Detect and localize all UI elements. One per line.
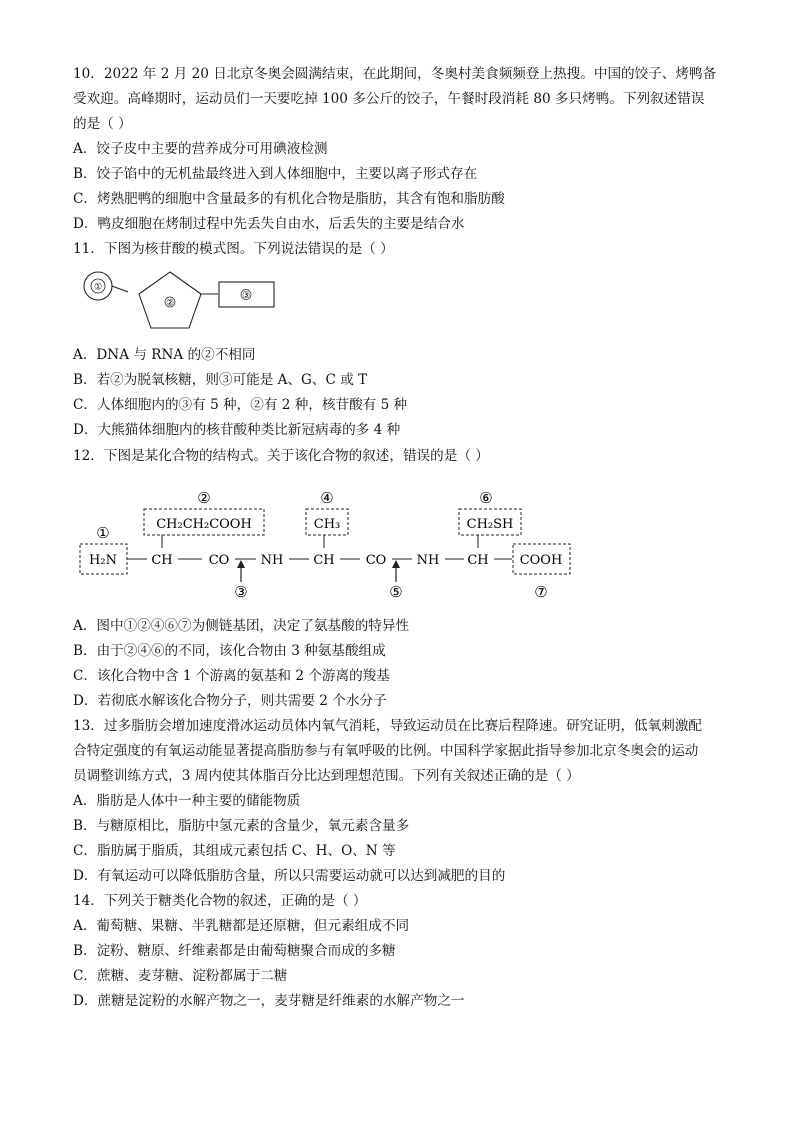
q10-option-a: A．饺子皮中主要的营养成分可用碘液检测 bbox=[73, 141, 328, 157]
label-4: ④ bbox=[320, 489, 334, 507]
q10-option-c: C．烤熟肥鸭的细胞中含量最多的有机化合物是脂肪，其含有饱和脂肪酸 bbox=[73, 191, 505, 207]
q14-option-d: D．蔗糖是淀粉的水解产物之一，麦芽糖是纤维素的水解产物之一 bbox=[73, 993, 465, 1009]
q11-option-b: B．若②为脱氧核糖，则③可能是 A、G、C 或 T bbox=[73, 372, 368, 388]
label-1: ① bbox=[93, 282, 103, 293]
q14-option-c: C．蔗糖、麦芽糖、淀粉都属于二糖 bbox=[73, 968, 288, 984]
label-3: ③ bbox=[241, 291, 251, 301]
arrow-3 bbox=[237, 560, 245, 568]
label-1: ① bbox=[96, 524, 110, 542]
q10-stem-line-3: 的是（ ） bbox=[73, 116, 132, 132]
r-group-3: CH₂SH bbox=[466, 517, 514, 532]
backbone-nh-1: NH bbox=[260, 553, 284, 568]
label-3: ③ bbox=[234, 583, 248, 601]
label-2: ② bbox=[197, 489, 211, 507]
q14-option-a: A．葡萄糖、果糖、半乳糖都是还原糖，但元素组成不同 bbox=[73, 918, 410, 934]
q14-option-b: B．淀粉、糖原、纤维素都是由葡萄糖聚合而成的多糖 bbox=[73, 943, 396, 959]
q12-option-b: B．由于②④⑥的不同，该化合物由 3 种氨基酸组成 bbox=[73, 643, 386, 659]
q11-option-a: A．DNA 与 RNA 的②不相同 bbox=[73, 347, 256, 363]
q11-option-c: C．人体细胞内的③有 5 种，②有 2 种，核苷酸有 5 种 bbox=[73, 397, 408, 413]
nucleotide-diagram bbox=[80, 265, 280, 331]
r-group-1: CH₂CH₂COOH bbox=[156, 517, 252, 532]
q10-option-d: D．鸭皮细胞在烤制过程中先丢失自由水，后丢失的主要是结合水 bbox=[73, 216, 465, 232]
q12-option-d: D．若彻底水解该化合物分子，则共需要 2 个水分子 bbox=[73, 693, 387, 709]
q11-option-d: D．大熊猫体细胞内的核苷酸种类比新冠病毒的多 4 种 bbox=[73, 422, 401, 438]
backbone-co-1: CO bbox=[208, 553, 230, 568]
r-group-2: CH₃ bbox=[313, 517, 341, 532]
q13-stem-line-3: 员调整训练方式，3 周内使其体脂百分比达到理想范围。下列有关叙述正确的是（ ） bbox=[73, 768, 580, 784]
label-6: ⑥ bbox=[479, 489, 493, 507]
backbone-ch-3: CH bbox=[467, 553, 489, 568]
bond-line-1 bbox=[112, 286, 128, 292]
q14-stem: 14．下列关于糖类化合物的叙述，正确的是（ ） bbox=[73, 893, 367, 909]
q11-stem: 11．下图为核苷酸的模式图。下列说法错误的是（ ） bbox=[73, 241, 394, 257]
q10-stem-line-2: 受欢迎。高峰期时，运动员们一天要吃掉 100 多公斤的饺子，午餐时段消耗 80 多只烤鸭。下列叙述错误 bbox=[73, 91, 705, 107]
q13-option-b: B．与糖原相比，脂肪中氢元素的含量少，氧元素含量多 bbox=[73, 818, 410, 834]
amino-group: H₂N bbox=[89, 553, 117, 568]
label-7: ⑦ bbox=[534, 583, 548, 601]
q13-stem-line-2: 合特定强度的有氧运动能显著提高脂肪参与有氧呼吸的比例。中国科学家据此指导参加北京冬奥会的运动 bbox=[73, 743, 699, 759]
backbone-ch-1: CH bbox=[151, 553, 173, 568]
arrow-5 bbox=[392, 560, 400, 568]
q13-option-c: C．脂肪属于脂质，其组成元素包括 C、H、O、N 等 bbox=[73, 843, 396, 859]
q10-stem-line-1: 10．2022 年 2 月 20 日北京冬奥会圆满结束，在此期间，冬奥村美食频频登上热搜。中国的饺子、烤鸭备 bbox=[73, 66, 717, 82]
carboxyl-group: COOH bbox=[519, 553, 563, 568]
peptide-structure-diagram bbox=[74, 482, 580, 604]
q10-option-b: B．饺子馅中的无机盐最终进入到人体细胞中，主要以离子形式存在 bbox=[73, 166, 478, 182]
q12-option-c: C．该化合物中含 1 个游离的氨基和 2 个游离的羧基 bbox=[73, 668, 390, 684]
backbone-nh-2: NH bbox=[416, 553, 440, 568]
q12-option-a: A．图中①②④⑥⑦为侧链基团，决定了氨基酸的特异性 bbox=[73, 618, 410, 634]
q12-stem: 12．下图是某化合物的结构式。关于该化合物的叙述，错误的是（ ） bbox=[73, 448, 489, 464]
label-5: ⑤ bbox=[389, 583, 403, 601]
q13-stem-line-1: 13．过多脂肪会增加速度滑冰运动员体内氧气消耗，导致运动员在比赛后程降速。研究证明，低氧刺激配 bbox=[73, 718, 703, 734]
backbone-ch-2: CH bbox=[313, 553, 335, 568]
q13-option-d: D．有氧运动可以降低脂肪含量，所以只需要运动就可以达到减肥的目的 bbox=[73, 868, 506, 884]
label-2: ② bbox=[165, 298, 175, 309]
backbone-co-2: CO bbox=[365, 553, 387, 568]
q13-option-a: A．脂肪是人体中一种主要的储能物质 bbox=[73, 793, 301, 809]
